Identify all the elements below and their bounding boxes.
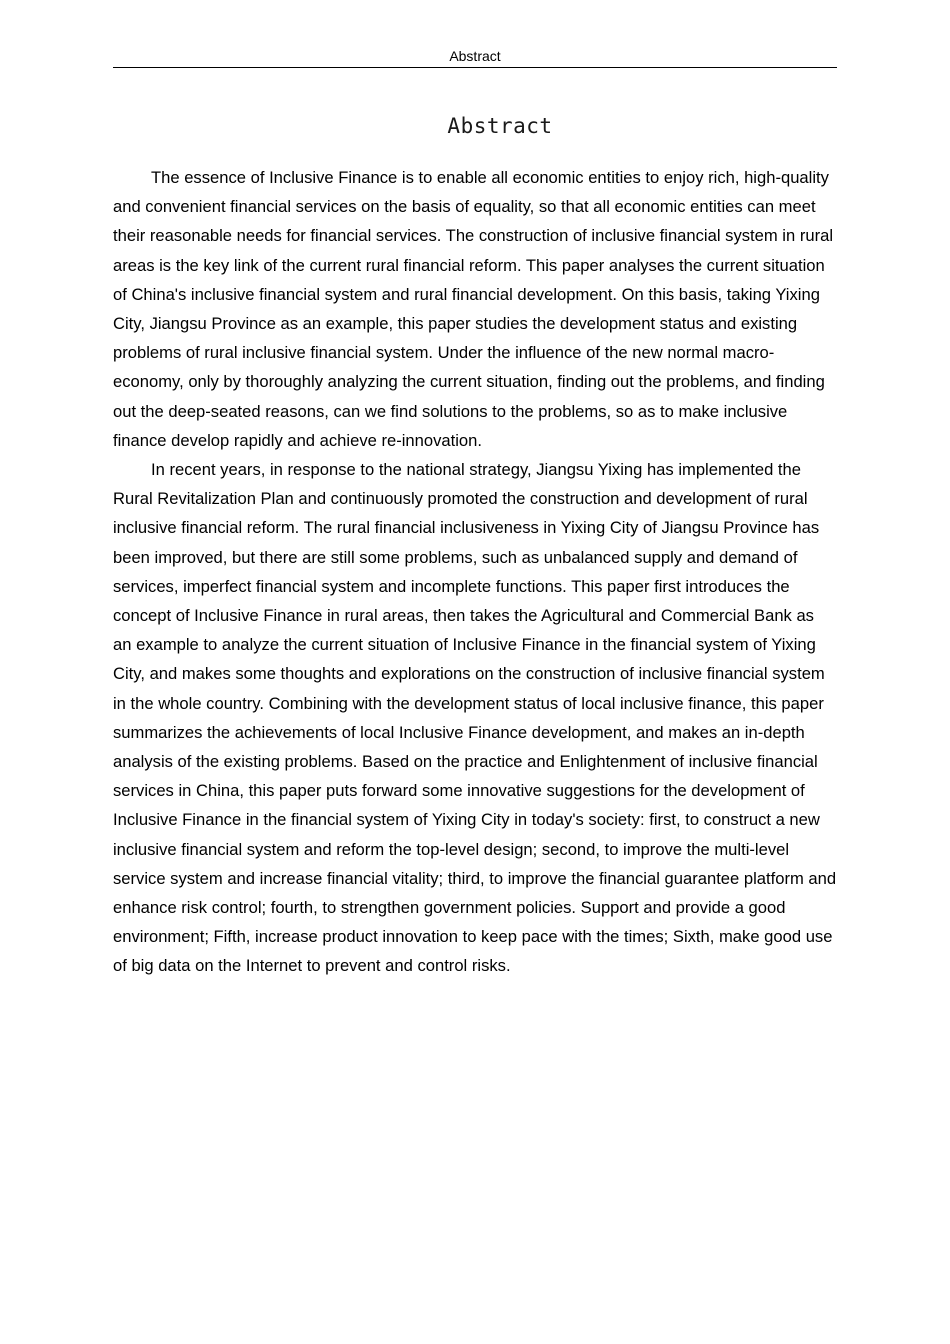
header-divider: [113, 67, 837, 68]
running-header: Abstract: [449, 48, 501, 64]
abstract-body: [113, 163, 837, 981]
abstract-paragraph-2: In recent years, in response to the national strategy, Jiangsu Yixing has implemented the Rural Revitalization Plan and continuously promoted the construction and development of rural inclusive financial reform. The rural financial inclusiveness in Yixing City of Jiangsu Province has been improved, but there are still some problems, such as unbalanced supply and demand of services, imperfect financial system and incomplete functions. This paper first introduces the concept of Inclusive Finance in rural areas, then takes the Agricultural and Commercial Bank as an example to analyze the current situation of Inclusive Finance in the financial system of Yixing City, and makes some thoughts and explorations on the construction of inclusive financial system in the whole country. Combining with the development status of local inclusive finance, this paper summarizes the achievements of local Inclusive Finance development, and makes an in-depth analysis of the existing problems. Based on the practice and Enlightenment of inclusive financial services in China, this paper puts forward some innovative suggestions for the development of Inclusive Finance in the financial system of Yixing City in today's society: first, to construct a new inclusive financial system and reform the top-level design; second, to improve the multi-level service system and increase financial vitality; third, to improve the financial guarantee platform and enhance risk control; fourth, to strengthen government policies. Support and provide a good environment; Fifth, increase product innovation to keep pace with the times; Sixth, make good use of big data on the Internet to prevent and control risks.: [113, 460, 837, 976]
abstract-title: Abstract: [447, 114, 553, 138]
abstract-paragraph-1: The essence of Inclusive Finance is to enable all economic entities to enjoy rich, high-quality and convenient financial services on the basis of equality, so that all economic entities can meet their reasonable needs for financial services. The construction of inclusive financial system in rural areas is the key link of the current rural financial reform. This paper analyses the current situation of China's inclusive financial system and rural financial development. On this basis, taking Yixing City, Jiangsu Province as an example, this paper studies the development status and existing problems of rural inclusive financial system. Under the influence of the new normal macro-economy, only by thoroughly analyzing the current situation, finding out the problems, and finding out the deep-seated reasons, can we find solutions to the problems, so as to make inclusive finance develop rapidly and achieve re-innovation.: [113, 168, 834, 450]
